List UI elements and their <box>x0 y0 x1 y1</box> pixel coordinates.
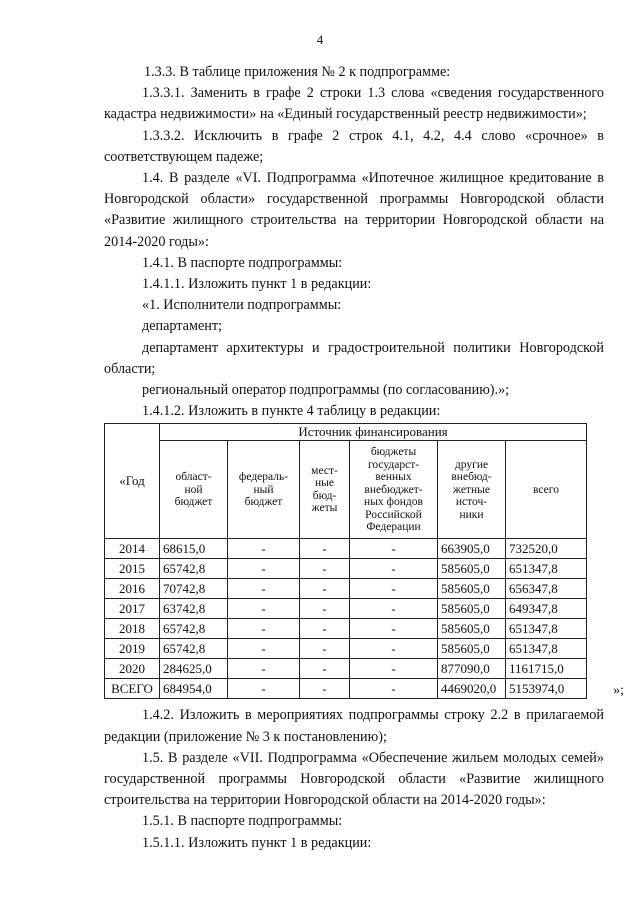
cell-regional: 63742,8 <box>160 599 228 619</box>
cell-year: ВСЕГО <box>105 679 160 699</box>
cell-federal: - <box>228 559 300 579</box>
cell-total: 732520,0 <box>506 539 587 559</box>
cell-local: - <box>300 559 350 579</box>
cell-regional: 65742,8 <box>160 619 228 639</box>
paragraphs-top <box>104 62 604 422</box>
table-row <box>105 659 587 679</box>
cell-federal: - <box>228 599 300 619</box>
cell-total: 1161715,0 <box>506 659 587 679</box>
cell-funds: - <box>350 639 438 659</box>
paragraph: региональный оператор подпрограммы (по согласованию).»; <box>142 382 510 399</box>
table-row <box>105 679 587 699</box>
year-header: «Год <box>105 424 160 539</box>
cell-local: - <box>300 539 350 559</box>
cell-total: 656347,8 <box>506 579 587 599</box>
cell-other: 585605,0 <box>438 619 506 639</box>
cell-regional: 65742,8 <box>160 559 228 579</box>
paragraph: 1.5. В разделе «VII. Подпрограмма «Обеспечение жильем молодых семей» государственной программы Новгородской области «Развитие жилищного строительства на территории Новгородской области на 2014-2020 годы»: <box>104 749 604 809</box>
paragraphs-bottom <box>104 705 604 853</box>
document-body <box>104 62 624 854</box>
cell-other: 4469020,0 <box>438 679 506 699</box>
cell-total: 651347,8 <box>506 639 587 659</box>
cell-funds: - <box>350 679 438 699</box>
cell-funds: - <box>350 619 438 639</box>
table-body <box>105 539 587 699</box>
cell-total: 5153974,0 <box>506 679 587 699</box>
cell-federal: - <box>228 659 300 679</box>
source-header: Источник финансирования <box>160 424 587 441</box>
cell-federal: - <box>228 619 300 639</box>
cell-year: 2020 <box>105 659 160 679</box>
cell-local: - <box>300 619 350 639</box>
paragraph: 1.4.1. В паспорте подпрограммы: <box>142 254 343 271</box>
column-header: област- ной бюджет <box>160 441 228 539</box>
cell-total: 651347,8 <box>506 559 587 579</box>
cell-year: 2015 <box>105 559 160 579</box>
cell-funds: - <box>350 599 438 619</box>
financing-table <box>104 423 587 699</box>
paragraph: департамент архитектуры и градостроительной политики Новгородской области; <box>104 339 604 377</box>
cell-regional: 284625,0 <box>160 659 228 679</box>
cell-other: 585605,0 <box>438 559 506 579</box>
paragraph: 1.3.3.2. Исключить в графе 2 строк 4.1, 4.2, 4.4 слово «срочное» в соответствующем падеже; <box>104 127 604 165</box>
table-row <box>105 619 587 639</box>
paragraph: 1.4. В разделе «VI. Подпрограмма «Ипотечное жилищное кредитование в Новгородской области» государственной программы Новгородской области «Развитие жилищного строительства на территории Новгородской области на 2014-2020 годы»: <box>104 170 604 250</box>
cell-regional: 68615,0 <box>160 539 228 559</box>
cell-total: 649347,8 <box>506 599 587 619</box>
cell-funds: - <box>350 559 438 579</box>
table-row <box>105 639 587 659</box>
paragraph: 1.4.1.2. Изложить в пункте 4 таблицу в редакции: <box>142 403 441 420</box>
financing-table-wrap <box>104 423 624 699</box>
table-row <box>105 579 587 599</box>
paragraph: 1.5.1. В паспорте подпрограммы: <box>142 813 343 830</box>
cell-local: - <box>300 679 350 699</box>
cell-other: 585605,0 <box>438 599 506 619</box>
paragraph: 1.5.1.1. Изложить пункт 1 в редакции: <box>142 834 372 851</box>
paragraph: 1.3.3. В таблице приложения № 2 к подпрограмме: <box>144 64 451 80</box>
cell-other: 877090,0 <box>438 659 506 679</box>
cell-local: - <box>300 639 350 659</box>
paragraph: 1.3.3.1. Заменить в графе 2 строки 1.3 слова «сведения государственного кадастра недвижимости» на «Единый государственный реестр недвижимости»; <box>104 85 604 123</box>
column-header: всего <box>506 441 587 539</box>
paragraph: департамент; <box>142 318 222 335</box>
cell-other: 585605,0 <box>438 639 506 659</box>
table-row <box>105 559 587 579</box>
column-header: федераль- ный бюджет <box>228 441 300 539</box>
cell-federal: - <box>228 639 300 659</box>
paragraph: 1.4.2. Изложить в мероприятиях подпрограммы строку 2.2 в прилагаемой редакции (приложение № 3 к постановлению); <box>104 707 604 745</box>
cell-year: 2018 <box>105 619 160 639</box>
cell-total: 651347,8 <box>506 619 587 639</box>
cell-local: - <box>300 659 350 679</box>
table-closing: »; <box>613 683 624 699</box>
cell-federal: - <box>228 579 300 599</box>
cell-funds: - <box>350 539 438 559</box>
cell-funds: - <box>350 579 438 599</box>
cell-other: 663905,0 <box>438 539 506 559</box>
page-number: 4 <box>316 32 324 47</box>
column-header-row <box>105 441 587 539</box>
cell-federal: - <box>228 539 300 559</box>
cell-federal: - <box>228 679 300 699</box>
cell-year: 2014 <box>105 539 160 559</box>
column-header: другие внебюд- жетные источ- ники <box>438 441 506 539</box>
cell-year: 2019 <box>105 639 160 659</box>
paragraph: 1.4.1.1. Изложить пункт 1 в редакции: <box>142 276 372 293</box>
table-row <box>105 599 587 619</box>
cell-regional: 65742,8 <box>160 639 228 659</box>
cell-year: 2017 <box>105 599 160 619</box>
cell-funds: - <box>350 659 438 679</box>
cell-regional: 684954,0 <box>160 679 228 699</box>
cell-local: - <box>300 579 350 599</box>
cell-local: - <box>300 599 350 619</box>
cell-regional: 70742,8 <box>160 579 228 599</box>
column-header: мест- ные бюд- жеты <box>300 441 350 539</box>
cell-other: 585605,0 <box>438 579 506 599</box>
cell-year: 2016 <box>105 579 160 599</box>
table-row <box>105 539 587 559</box>
column-header: бюджеты государст- венных внебюджет- ных фондов Российской Федерации <box>350 441 438 539</box>
paragraph: «1. Исполнители подпрограммы: <box>142 297 342 314</box>
